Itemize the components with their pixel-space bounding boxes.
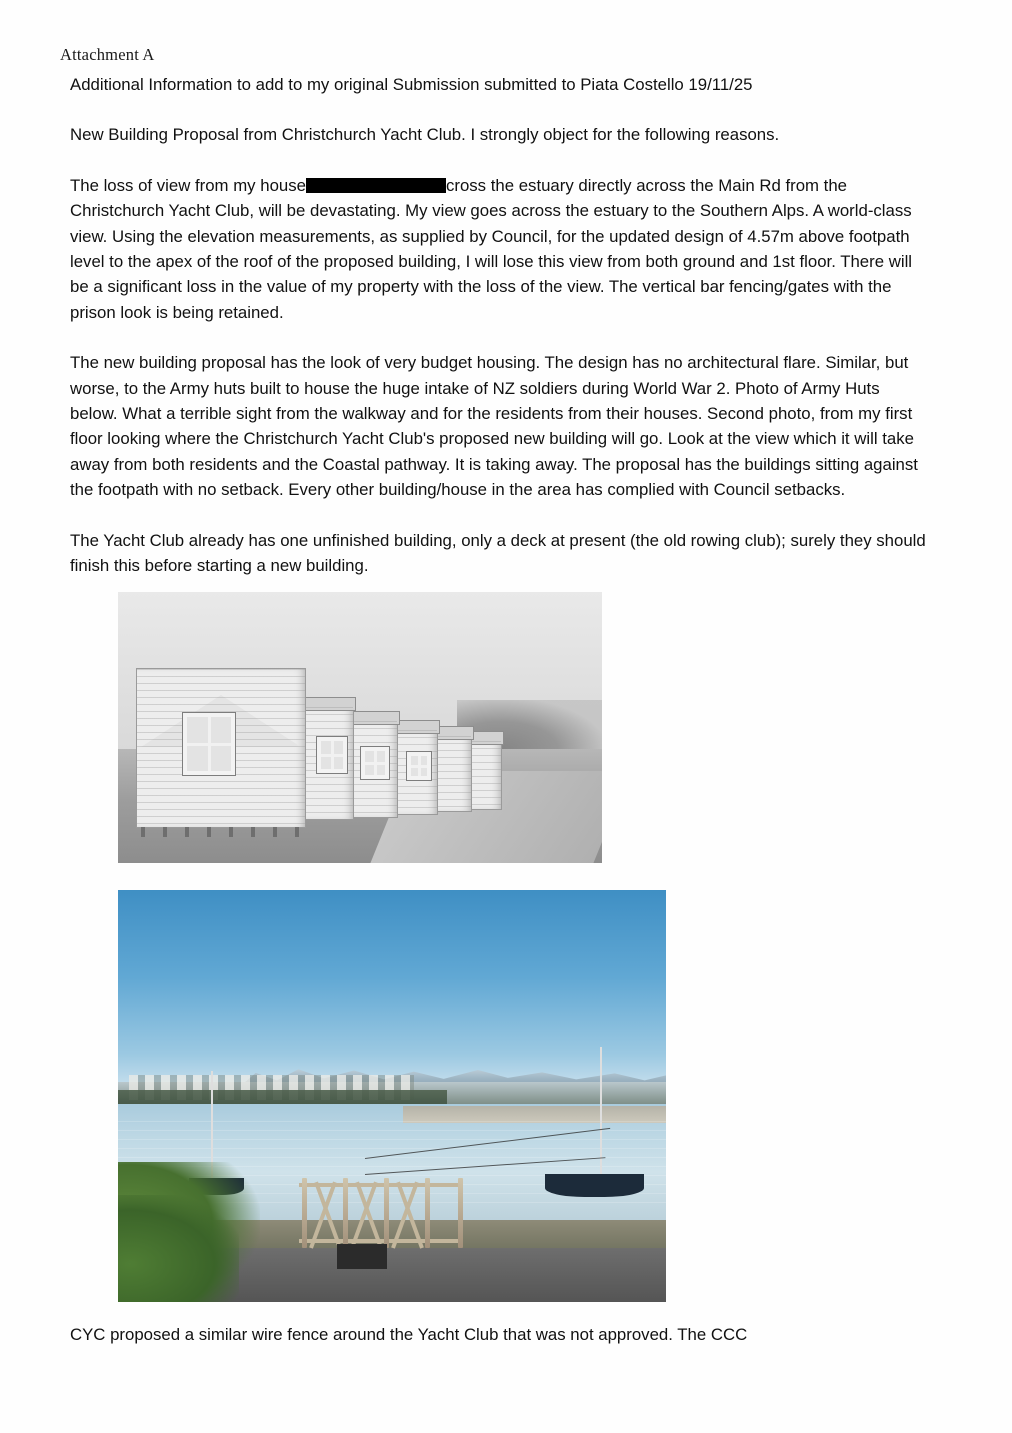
hut-piles (141, 827, 301, 837)
fence-post (302, 1178, 307, 1248)
photo2-right-boat (545, 1174, 644, 1197)
attachment-label: Attachment A (60, 45, 155, 64)
fence-post (343, 1178, 348, 1248)
paragraph-loss-of-view-rest: cross the estuary directly across the Main Rd from the Christchurch Yacht Club, will be devastating. My view goes across the estuary to the Southern Alps. A world-class view. Using the elevation measurements, as supplied by Council, for the updated design of 4.57m above footpath level to the apex of the roof of the proposed building, I will lose this view from both ground and 1st floor. There will be a significant loss in the value of my property with the loss of the view. The vertical bar fencing/gates with the prison look is being retained. (70, 175, 913, 322)
hut-distant-3 (304, 706, 354, 820)
hut-distant-5 (396, 729, 438, 815)
estuary-view-photo (118, 890, 666, 1302)
photo-caption: CYC proposed a similar wire fence around the Yacht Club that was not approved. The CCC (70, 1325, 748, 1344)
redacted-address (306, 178, 446, 193)
fence-rail-top (299, 1183, 463, 1187)
fence-post (384, 1178, 389, 1248)
paragraph-unfinished-building: The Yacht Club already has one unfinished building, only a deck at present (the old rowing club); surely they should finish this before starting a new building. (70, 530, 926, 576)
hut-foreground (136, 668, 306, 828)
hut-weatherboards (471, 741, 501, 809)
paragraph-loss-of-view (70, 173, 930, 325)
paragraph-objection: New Building Proposal from Christchurch Yacht Club. I strongly object for the following reasons. (70, 125, 780, 145)
hut-window (407, 752, 431, 780)
hut-distant-4 (348, 720, 398, 818)
hut-window (183, 713, 235, 775)
photo2-wooden-fence (299, 1178, 463, 1248)
fence-post (458, 1178, 463, 1248)
photo2-foreground-object (337, 1244, 386, 1269)
fence-post (425, 1178, 430, 1248)
paragraph-budget-housing: The new building proposal has the look of very budget housing. The design has no architectural flare. Similar, but worse, to the Army huts built to house the huge intake of NZ soldiers during World War 2. Photo of Army Huts below. What a terrible sight from the walkway and for the residents from their houses. Second photo, from my first floor looking where the Christchurch Yacht Club's proposed new building will go. Look at the view which it will take away from both residents and the Coastal pathway. It is taking away. The proposal has the buildings sitting against the footpath with no setback. Every other building/house in the area has complied with Council setbacks. (70, 353, 918, 500)
paragraph-loss-of-view-lead: The loss of view from my house (70, 175, 306, 195)
document-body (70, 72, 930, 604)
photo2-palm-foliage-lower (118, 1195, 239, 1302)
paragraph-intro: Additional Information to add to my original Submission submitted to Piata Costello 19/11/25 (70, 75, 753, 94)
army-huts-photo (118, 592, 602, 863)
photo2-right-mast (600, 1047, 602, 1183)
hut-distant-6 (436, 735, 472, 812)
hut-weatherboards (437, 736, 471, 811)
hut-distant-7 (470, 740, 502, 810)
photo2-sky (118, 890, 666, 1084)
hut-window (361, 747, 389, 779)
hut-window (317, 737, 347, 773)
